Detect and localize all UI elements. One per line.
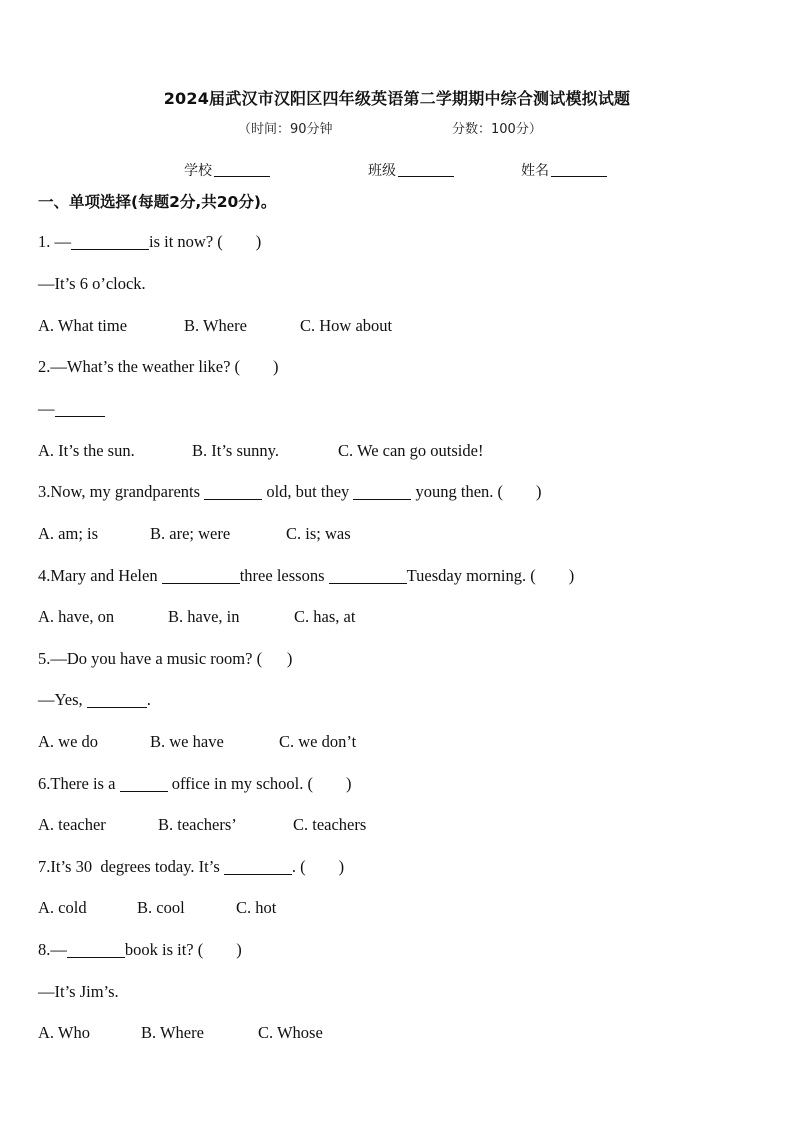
q4-text-mid: three lessons <box>239 566 329 585</box>
answer-5 <box>38 690 151 710</box>
q8-option-b[interactable]: B. Where <box>141 1023 204 1042</box>
question-6 <box>38 774 351 794</box>
q1-option-a[interactable]: A. What time <box>38 316 128 335</box>
q7-text-post: . ( ) <box>291 857 345 876</box>
question-5: 5.—Do you have a music room? ( ) <box>38 649 293 668</box>
q5-answer-pre: —Yes, <box>38 690 87 709</box>
school-field <box>184 160 270 180</box>
q6-text-post: office in my school. ( ) <box>167 774 352 793</box>
question-4 <box>38 566 574 586</box>
q1-text-post: is it now? ( ) <box>149 232 262 251</box>
q3-text-mid: old, but they <box>262 482 354 501</box>
q1-option-b[interactable]: B. Where <box>184 316 247 335</box>
q8-option-c[interactable]: C. Whose <box>258 1023 323 1042</box>
question-1 <box>38 232 261 252</box>
class-label: 班级 <box>368 163 396 179</box>
name-blank[interactable] <box>551 162 607 177</box>
answer-8: —It’s Jim’s. <box>38 982 119 1001</box>
q7-option-b[interactable]: B. cool <box>137 898 185 917</box>
exam-time: （时间：90分钟 <box>238 122 333 137</box>
q8-text-post: book is it? ( ) <box>124 940 242 959</box>
q4-option-c[interactable]: C. has, at <box>294 607 356 626</box>
q5-option-a[interactable]: A. we do <box>38 732 99 751</box>
q3-text-post: young then. ( ) <box>411 482 542 501</box>
exam-score: 分数：100分） <box>452 122 542 137</box>
school-label: 学校 <box>184 163 212 179</box>
question-7 <box>38 857 344 877</box>
class-blank[interactable] <box>398 162 454 177</box>
q7-option-a[interactable]: A. cold <box>38 898 87 917</box>
q2-answer-dash: — <box>38 399 55 418</box>
answer-1: —It’s 6 o’clock. <box>38 274 146 293</box>
q3-option-c[interactable]: C. is; was <box>286 524 351 543</box>
name-label: 姓名 <box>521 163 549 179</box>
q6-text-pre: 6.There is a <box>38 774 120 793</box>
q3-blank-2[interactable] <box>353 484 411 500</box>
q3-option-b[interactable]: B. are; were <box>150 524 231 543</box>
q7-blank[interactable] <box>224 859 292 875</box>
q6-option-a[interactable]: A. teacher <box>38 815 106 834</box>
q1-option-c[interactable]: C. How about <box>300 316 393 335</box>
q3-option-a[interactable]: A. am; is <box>38 524 99 543</box>
q5-option-c[interactable]: C. we don’t <box>279 732 357 751</box>
school-blank[interactable] <box>214 162 270 177</box>
q5-answer-post: . <box>146 690 151 709</box>
q5-option-b[interactable]: B. we have <box>150 732 224 751</box>
q5-blank[interactable] <box>87 692 147 708</box>
q1-blank[interactable] <box>71 234 149 250</box>
class-field <box>368 160 454 180</box>
q4-blank-1[interactable] <box>162 568 240 584</box>
q2-option-c[interactable]: C. We can go outside! <box>338 441 484 460</box>
q7-text-pre: 7.It’s 30 degrees today. It’s <box>38 857 224 876</box>
q6-blank[interactable] <box>120 776 168 792</box>
q2-blank[interactable] <box>55 401 105 417</box>
exam-title: 2024届武汉市汉阳区四年级英语第二学期期中综合测试模拟试题 <box>163 89 631 108</box>
q4-blank-2[interactable] <box>329 568 407 584</box>
q8-option-a[interactable]: A. Who <box>38 1023 90 1042</box>
name-field <box>521 160 607 180</box>
q8-text-pre: 8.— <box>38 940 67 959</box>
q4-text-post: Tuesday morning. ( ) <box>406 566 575 585</box>
question-2: 2.—What’s the weather like? ( ) <box>38 357 279 376</box>
section-heading: 一、单项选择(每题2分,共20分)。 <box>38 193 277 211</box>
question-3 <box>38 482 542 502</box>
q3-blank-1[interactable] <box>204 484 262 500</box>
q2-option-a[interactable]: A. It’s the sun. <box>38 441 135 460</box>
q7-option-c[interactable]: C. hot <box>236 898 277 917</box>
question-8 <box>38 940 242 960</box>
q8-blank[interactable] <box>67 942 125 958</box>
q4-text-pre: 4.Mary and Helen <box>38 566 162 585</box>
q4-option-a[interactable]: A. have, on <box>38 607 115 626</box>
q1-text-pre: 1. — <box>38 232 71 251</box>
answer-2 <box>38 399 105 419</box>
q6-option-c[interactable]: C. teachers <box>293 815 367 834</box>
q2-option-b[interactable]: B. It’s sunny. <box>192 441 279 460</box>
q6-option-b[interactable]: B. teachers’ <box>158 815 237 834</box>
q3-text-pre: 3.Now, my grandparents <box>38 482 205 501</box>
q4-option-b[interactable]: B. have, in <box>168 607 240 626</box>
